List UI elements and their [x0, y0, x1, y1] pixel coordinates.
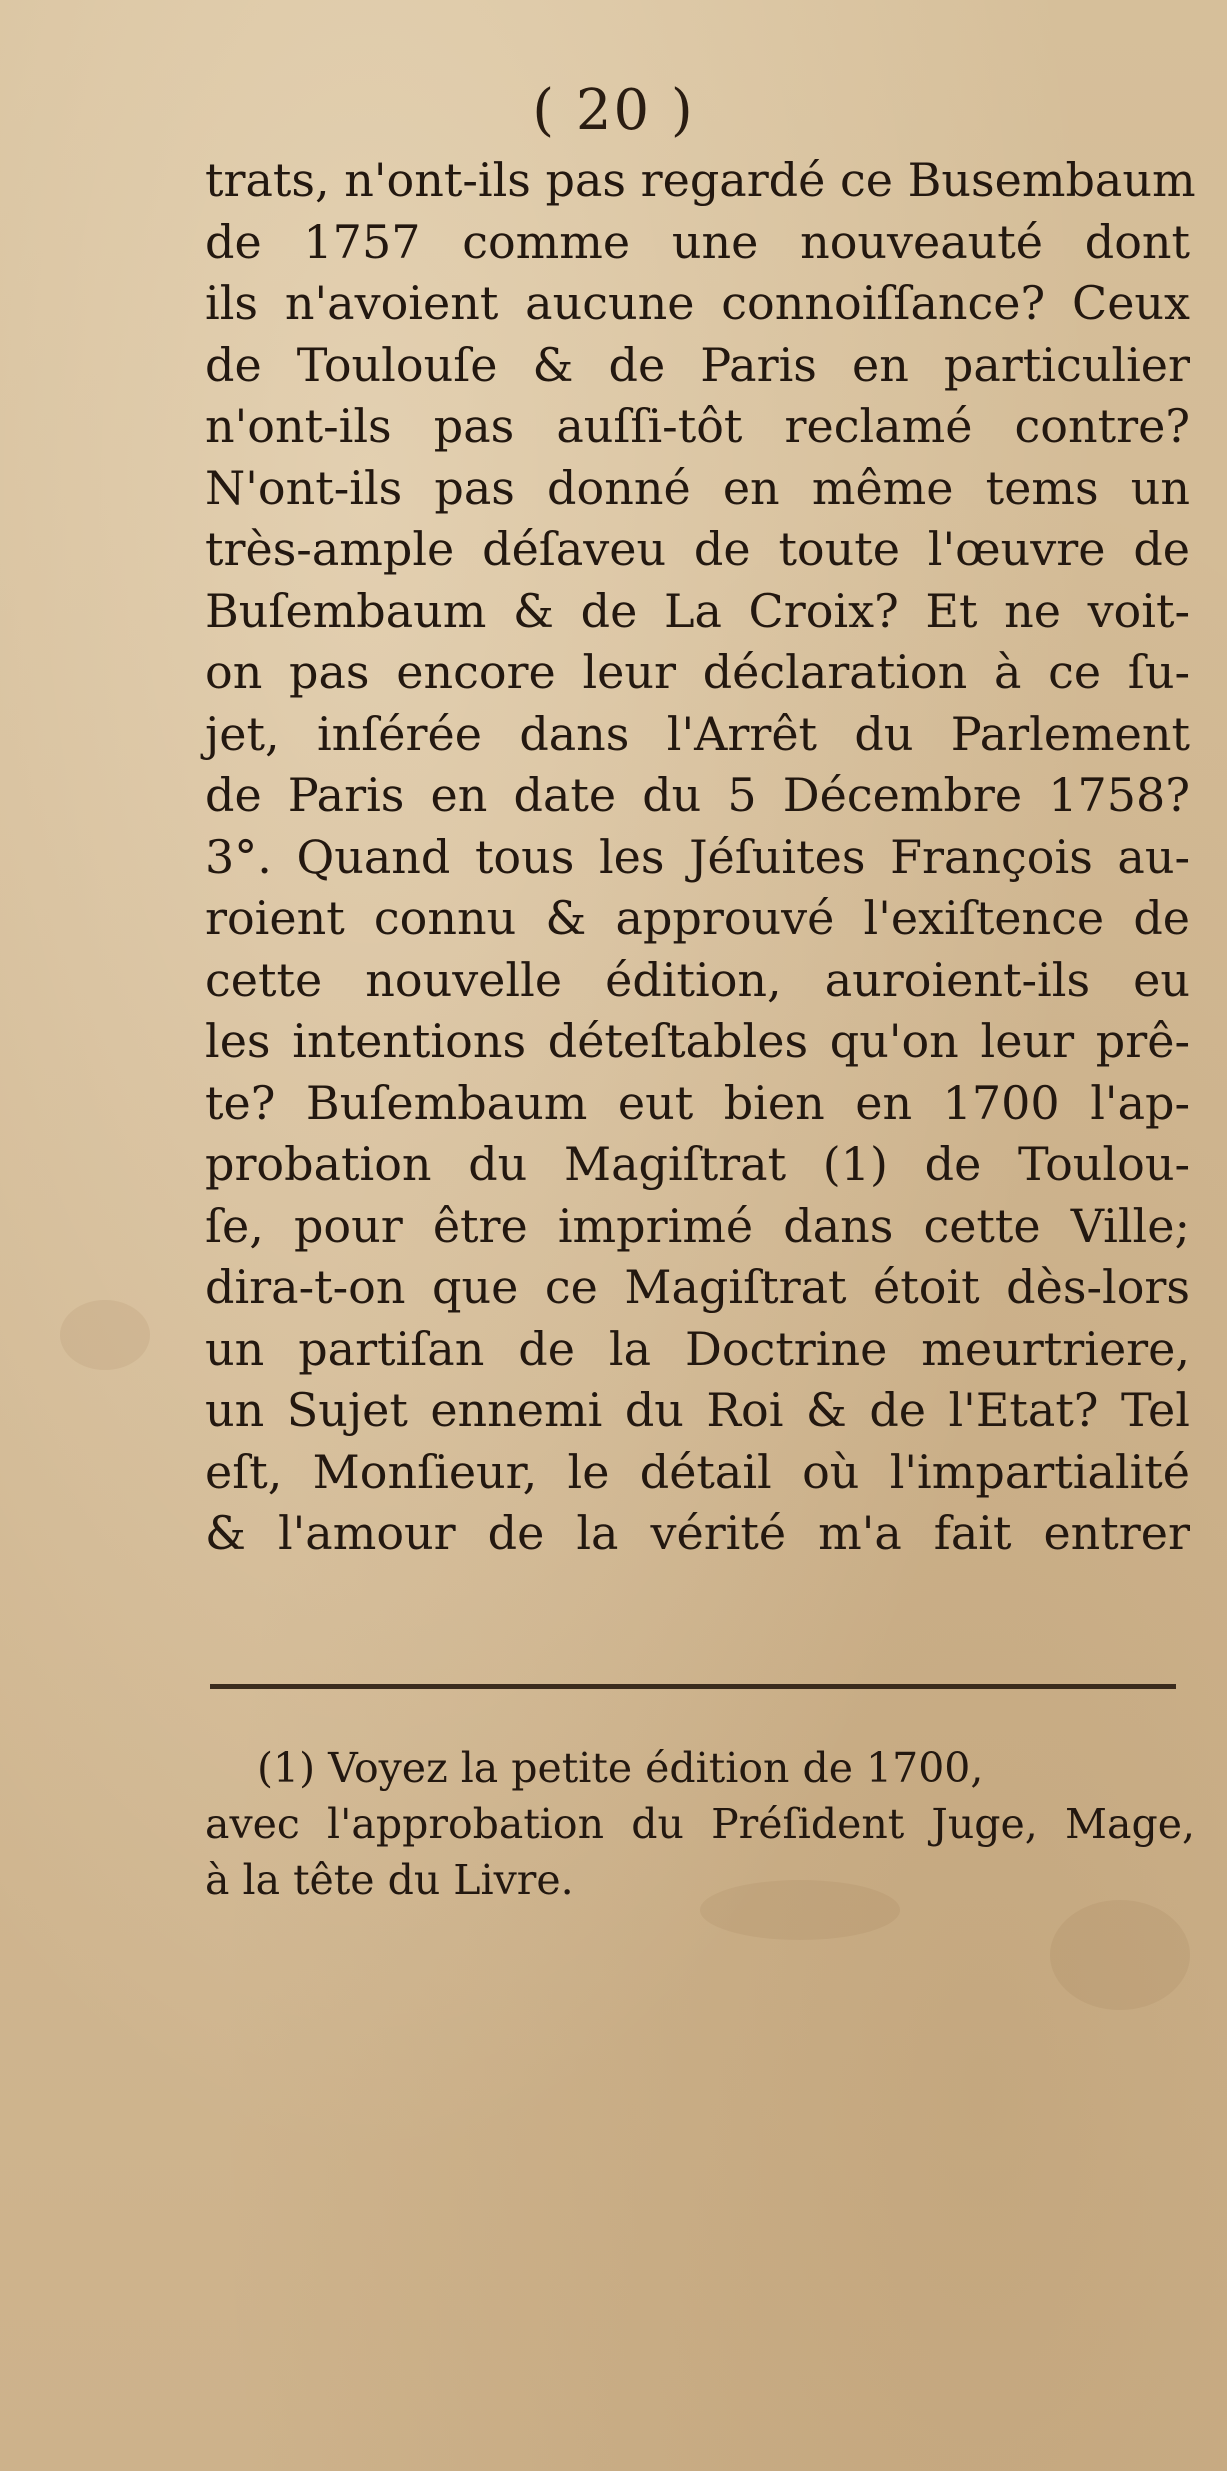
main-text [205, 150, 1196, 1565]
text-line: ſe, pour être imprimé dans cette Ville; [205, 1198, 1190, 1253]
text-line: cette nouvelle édition, auroient-ils eu [205, 952, 1190, 1007]
text-line: les intentions déteſtables qu'on leur prê- [205, 1014, 1190, 1068]
text-line: n'ont-ils pas auſſi-tôt reclamé contre? [205, 399, 1190, 453]
footnote-divider [210, 1684, 1176, 1689]
text-line: un Sujet ennemi du Roi & de l'Etat? Tel [205, 1383, 1190, 1437]
text-line: un partiſan de la Doctrine meurtriere, [205, 1321, 1190, 1376]
text-line: de 1757 comme une nouveauté dont [205, 214, 1190, 269]
text-line: roient connu & approuvé l'exiſtence de [205, 891, 1190, 945]
paper-stain [60, 1300, 150, 1370]
text-line: trats, n'ont-ils pas regardé ce Busembaum [205, 153, 1196, 207]
text-line: de Toulouſe & de Paris en particulier [205, 337, 1190, 392]
text-line: & l'amour de la vérité m'a fait entrer [205, 1506, 1190, 1560]
paper-stain [1050, 1900, 1190, 2010]
page-number: ( 20 ) [532, 78, 695, 143]
text-line: ils n'avoient aucune connoiſſance? Ceux [205, 276, 1190, 330]
text-line: jet, inſérée dans l'Arrêt du Parlement [205, 706, 1190, 761]
footnote-line: (1) Voyez la petite édition de 1700, [257, 1744, 984, 1792]
text-line: eſt, Monſieur, le détail où l'impartialité [205, 1444, 1190, 1499]
footnote-line: à la tête du Livre. [205, 1856, 574, 1904]
text-line: N'ont-ils pas donné en même tems un [205, 460, 1190, 515]
text-line: 3°. Quand tous les Jéſuites François au- [205, 829, 1190, 884]
footnote-line: avec l'approbation du Préſident Juge, Mage, [205, 1800, 1195, 1848]
text-line: probation du Magiſtrat (1) de Toulou- [205, 1137, 1190, 1191]
text-line: dira-t-on que ce Magiſtrat étoit dès-lors [205, 1260, 1190, 1314]
text-line: Buſembaum & de La Croix? Et ne voit- [205, 583, 1190, 638]
footnote [205, 1740, 1195, 1908]
text-line: on pas encore leur déclaration à ce ſu- [205, 645, 1190, 699]
text-line: de Paris en date du 5 Décembre 1758? [205, 768, 1190, 822]
text-line: te? Buſembaum eut bien en 1700 l'ap- [205, 1075, 1190, 1130]
text-line: très-ample déſaveu de toute l'œuvre de [205, 522, 1190, 576]
